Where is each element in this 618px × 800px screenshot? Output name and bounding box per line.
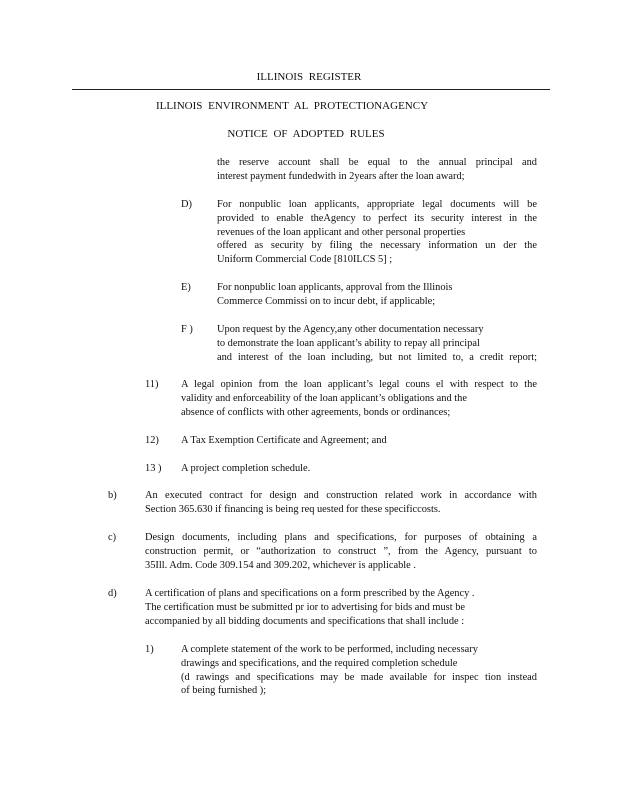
text-line: For nonpublic loan applicants, appropriate legal documents will be [217,199,537,210]
item-1-text [181,643,537,698]
item-label-12: 12) [145,435,159,446]
text-line: (d rawings and specifications may be made available for inspec tion instead [181,671,537,683]
text-line: construction permit, or “authorization to construct ”, from the Agency, pursuant to [145,545,537,557]
text-line: to demonstrate the loan applicant’s ability to repay all principal [217,337,480,349]
text-line: drawings and specifications, and the required completion schedule [181,657,458,669]
text-line: the reserve account shall be equal to the annual principal and [217,157,537,168]
item-13-text [181,462,537,476]
text-line: A complete statement of the work to be performed, including necessary [181,644,478,655]
text-line: accompanied by all bidding documents and specifications that shall include : [145,615,465,627]
text-line: 35Ill. Adm. Code 309.154 and 309.202, whichever is applicable . [145,559,416,571]
item-label-11: 11) [145,379,159,390]
item-label-13: 13 ) [145,463,162,474]
item-label-d: d) [108,588,117,599]
text-line: A legal opinion from the loan applicant’s legal couns el with respect to the [181,379,537,390]
text-line: A project completion schedule. [181,463,311,474]
text-line: An executed contract for design and construction related work in accordance with [145,490,537,501]
text-line: of being furnished ); [181,685,267,697]
text-line: Design documents, including plans and specifications, for purposes of obtaining a [145,532,537,543]
item-E-text [217,281,537,309]
text-line: Commerce Commissi on to incur debt, if applicable; [217,295,436,307]
item-12-text [181,434,537,448]
text-line: interest payment fundedwith in 2years after the loan award; [217,170,465,182]
text-line: A Tax Exemption Certificate and Agreement; and [181,435,387,446]
notice-title: NOTICE OF ADOPTED RULES [227,128,385,140]
item-label-1: 1) [145,644,154,655]
text-line: provided to enable theAgency to perfect its security interest in the [217,212,537,224]
text-line: Uniform Commercial Code [810ILCS 5] ; [217,254,393,266]
text-line: Upon request by the Agency,any other documentation necessary [217,324,484,335]
agency-title: ILLINOIS ENVIRONMENT AL PROTECTIONAGENCY [155,100,429,112]
item-d-text [145,587,537,628]
item-b-text [145,489,537,517]
text-line: A certification of plans and specifications on a form prescribed by the Agency . [145,588,475,599]
text-line: The certification must be submitted pr ior to advertising for bids and must be [145,601,466,613]
text-line: Section 365.630 if financing is being req uested for these specificcosts. [145,503,441,515]
item-F-text [217,323,537,364]
item-label-D: D) [181,199,192,210]
text-line: validity and enforceability of the loan applicant’s obligations and the [181,392,467,404]
text-line: offered as security by filing the necessary information un der the [217,240,537,252]
item-D-text [217,198,537,267]
item-c-text [145,531,537,572]
item-label-E: E) [181,282,191,293]
header-divider [72,89,550,90]
text-line: revenues of the loan applicant and other personal properties [217,226,466,238]
text-line: absence of conflicts with other agreements, bonds or ordinances; [181,406,451,418]
item-11-text [181,378,537,419]
register-title: ILLINOIS REGISTER [256,71,362,83]
item-label-F: F ) [181,324,193,335]
text-line: and interest of the loan including, but not limited to, a credit report; [217,351,537,363]
item-label-c: c) [108,532,117,543]
item-c-continuation [217,156,537,184]
text-line: For nonpublic loan applicants, approval from the Illinois [217,282,453,293]
item-label-b: b) [108,490,117,501]
